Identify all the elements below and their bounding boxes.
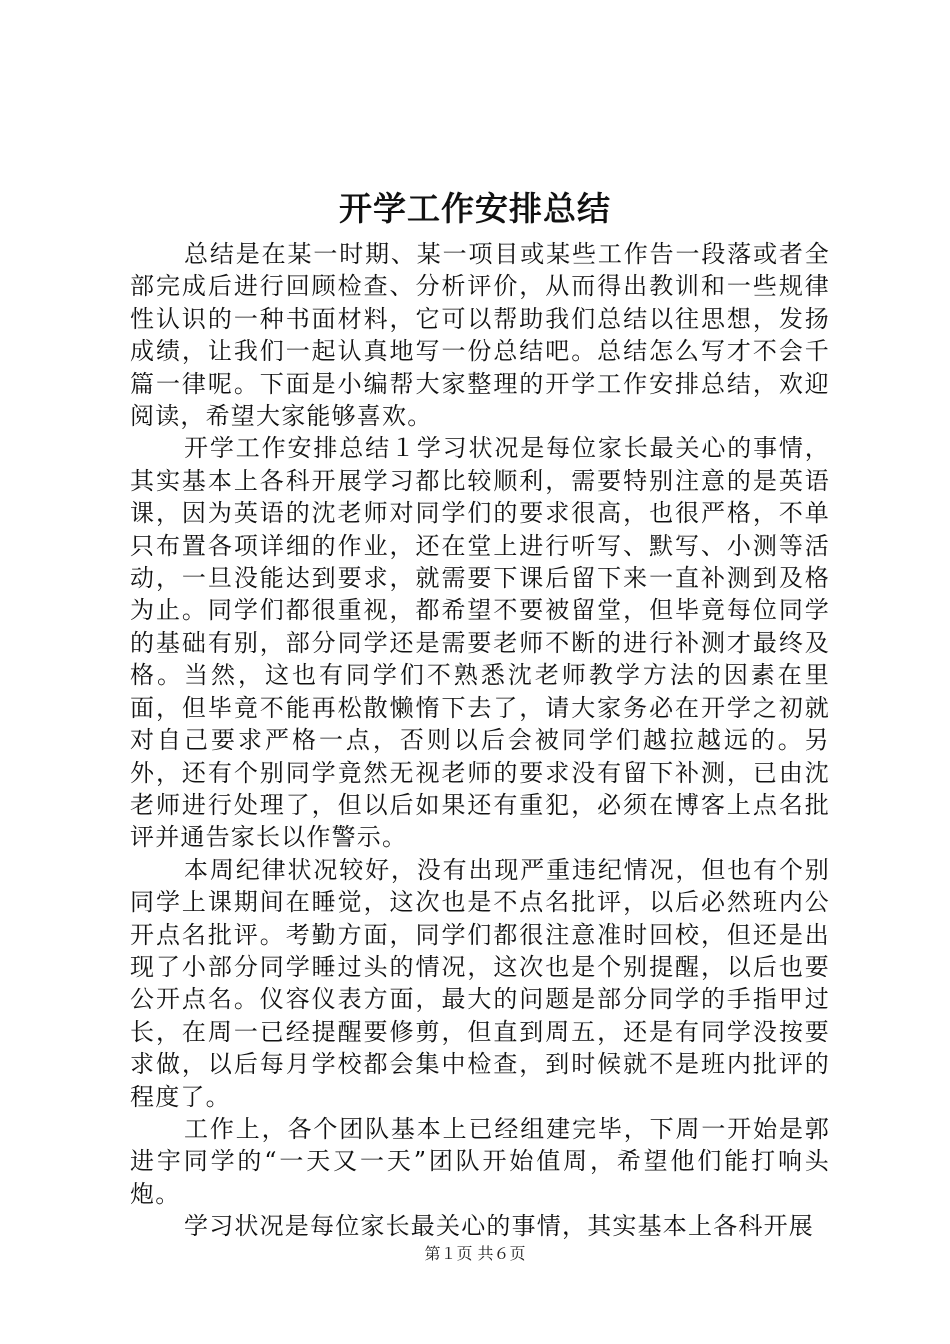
paragraph-intro: 总结是在某一时期、某一项目或某些工作告一段落或者全部完成后进行回顾检查、分析评价，从而得出教训和一些规律性认识的一种书面材料，它可以帮助我们总结以往思想，发扬成绩，让我们一起认真地写一份总结吧。总结怎么写才不会千篇一律呢。下面是小编帮大家整理的开学工作安排总结，欢迎阅读，希望大家能够喜欢。 (130, 240, 830, 431)
document-title: 开学工作安排总结 (339, 189, 611, 228)
paragraph-study-status-continued: 学习状况是每位家长最关心的事情，其实基本上各科开展 (184, 1212, 814, 1241)
paragraph-discipline: 本周纪律状况较好，没有出现严重违纪情况，但也有个别同学上课期间在睡觉，这次也是不点名批评，以后必然班内公开点名批评。考勤方面，同学们都很注意准时回校，但还是出现了小部分同学睡过头的情况，这次也是个别提醒，以后也要公开点名。仪容仪表方面，最大的问题是部分同学的手指甲过长，在周一已经提醒要修剪，但直到周五，还是有同学没按要求做，以后每月学校都会集中检查，到时候就不是班内批评的程度了。 (130, 855, 830, 1111)
paragraph-study-status: 开学工作安排总结１学习状况是每位家长最关心的事情，其实基本上各科开展学习都比较顺利，需要特别注意的是英语课，因为英语的沈老师对同学们的要求很高，也很严格，不单只布置各项详细的作业，还在堂上进行听写、默写、小测等活动，一旦没能达到要求，就需要下课后留下来一直补测到及格为止。同学们都很重视，都希望不要被留堂，但毕竟每位同学的基础有别，部分同学还是需要老师不断的进行补测才最终及格。当然，这也有同学们不熟悉沈老师教学方法的因素在里面，但毕竟不能再松散懒惰下去了，请大家务必在开学之初就对自己要求严格一点，否则以后会被同学们越拉越远的。另外，还有个别同学竟然无视老师的要求没有留下补测，已由沈老师进行处理了，但以后如果还有重犯，必须在博客上点名批评并通告家长以作警示。 (130, 434, 830, 852)
paragraph-teamwork: 工作上，各个团队基本上已经组建完毕，下周一开始是郭进宇同学的“一天又一天”团队开始值周，希望他们能打响头炮。 (130, 1114, 830, 1208)
document-body (130, 238, 830, 1243)
page-number-footer: 第１页 共６页 (424, 1244, 526, 1263)
